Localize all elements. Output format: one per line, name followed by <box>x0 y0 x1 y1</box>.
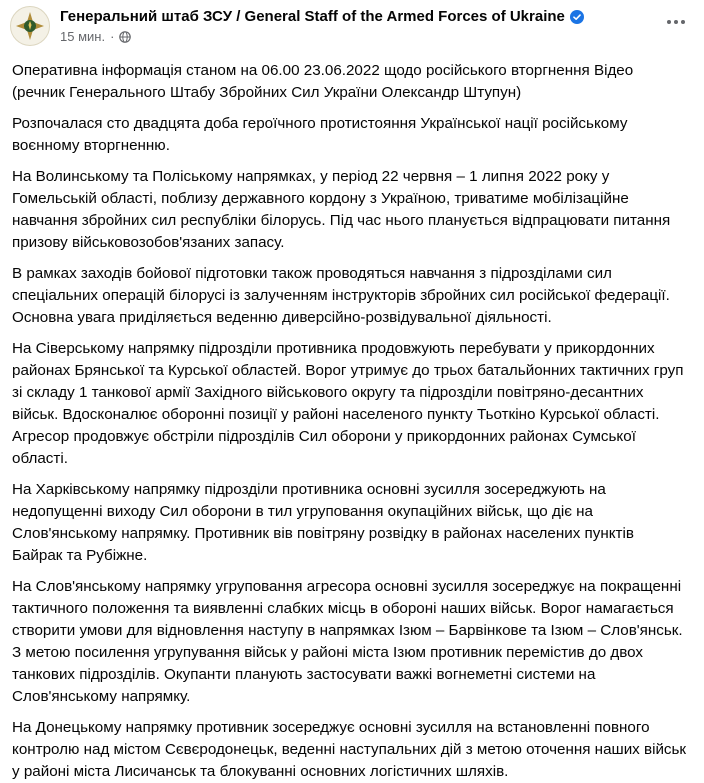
post-paragraph: В рамках заходів бойової підготовки також проводяться навчання з підрозділами сил спеціальних операцій білорусі із залученням інструкторів збройних сил російської федерації. Основна увага приділяється веденню диверсійно-розвідувальної діяльності. <box>12 265 670 326</box>
globe-icon[interactable] <box>119 31 131 43</box>
post-paragraph: На Волинському та Поліському напрямках, у період 22 червня – 1 липня 2022 року у Гомельській області, поблизу державного кордону з Україною, триватиме мобілізаційне навчання збройних сил республіки білорусь. Під час нього планується відпрацювати питання призову військовозобов'язаних запасу. <box>12 168 671 251</box>
verified-badge-icon <box>570 10 584 24</box>
post-paragraph: На Сіверському напрямку підрозділи противника продовжують перебувати у прикордонних районах Брянської та Курської областей. Ворог утримує до трьох батальйонних тактичних груп зі складу 1 танкової армії Західного військового округу та підрозділи повітряно-десантних військ. Вдосконалює оборонні позиції у районі населеного пункту Тьоткіно Курської області. Агресор продовжує обстріли підрозділів Сил оборони у прикордонних районах Сумської області. <box>12 340 684 467</box>
post-subline <box>60 29 584 44</box>
page-avatar[interactable] <box>10 6 50 46</box>
post-paragraph: На Харківському напрямку підрозділи противника основні зусилля зосереджують на недопущенні виходу Сил оборони в тил угруповання окупаційних військ, що діє на Слов'янському напрямку. Противник вів повітряну розвідку в районах населених пунктів Байрак та Рубіжне. <box>12 481 634 564</box>
post-content <box>8 60 692 783</box>
post-paragraph: Оперативна інформація станом на 06.00 23.06.2022 щодо російського вторгнення Відео (речник Генерального Штабу Збройних Сил України Олександр Штупун) <box>12 62 634 101</box>
post-timestamp[interactable]: 15 мин. <box>60 29 106 44</box>
post-paragraph: На Слов'янському напрямку угруповання агресора основні зусилля зосереджує на покращенні тактичного положення та виявленні слабких місць в обороні наших військ. Ворог намагається створити умови для відновлення наступу в напрямках Ізюм – Барвінкове та Ізюм – Слов'янськ. З метою посилення угрупування військ у районі міста Ізюм противник перемістив до двох танкових підрозділів. Окупанти планують застосувати важкі вогнеметні системи на Слов'янському напрямку. <box>12 578 683 705</box>
more-options-icon[interactable] <box>662 12 690 32</box>
author-row <box>60 8 584 25</box>
meta-separator: · <box>110 29 115 44</box>
post-paragraph: Розпочалася сто двадцята доба героїчного протистояння Української нації російському воєнному вторгненню. <box>12 115 628 154</box>
general-staff-emblem-icon <box>15 11 45 41</box>
post-meta <box>60 0 584 44</box>
post-paragraph: На Донецькому напрямку противник зосереджує основні зусилля на встановленні повного контролю над містом Сєвєродонецьк, веденні наступальних дій з метою оточення наших військ у районі міста Лисичанськ та блокуванні основних логістичних шляхів. <box>12 719 687 780</box>
page-name-link[interactable]: Генеральний штаб ЗСУ / General Staff of the Armed Forces of Ukraine <box>60 8 565 25</box>
post-header <box>8 0 692 60</box>
